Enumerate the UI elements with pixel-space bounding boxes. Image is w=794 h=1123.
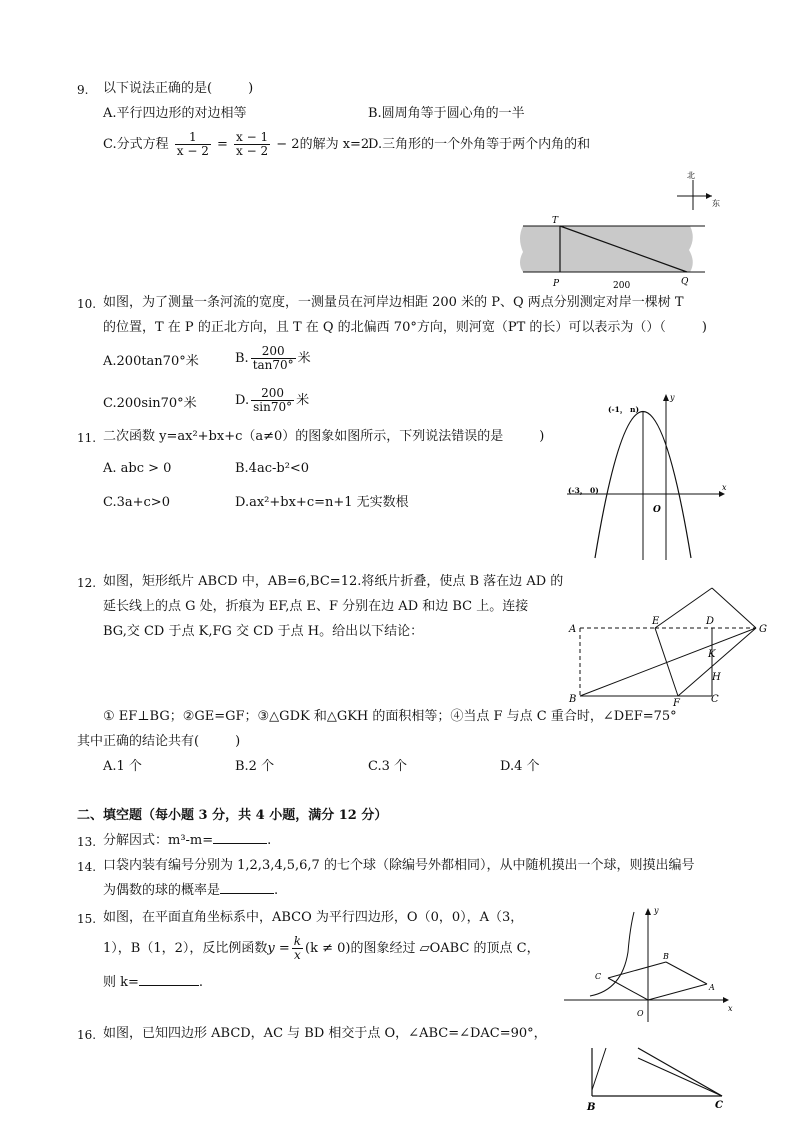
origin-label: O	[653, 505, 661, 515]
q12-number: 12.	[77, 576, 97, 590]
q12-paren: )	[235, 734, 241, 749]
q12-conclusions: ① EF⊥BG；②GE=GF；③△GDK 和△GKH 的面积相等；④当点 F 与点 C 重合时，∠DEF=75°	[103, 709, 677, 724]
q11-parabola-figure	[562, 390, 732, 562]
q9-c-prefix: C.分式方程	[103, 137, 169, 152]
origin-label: O	[637, 1009, 644, 1018]
q15-line-2: 1），B（1，2），反比例函数y = $\frac{k}{x}$ (k ≠ 0)的图象经过 ▱OABC 的顶点 C，	[103, 934, 540, 962]
point-h-label: H	[712, 672, 721, 683]
q10-option-a: A.200tan70°米	[103, 354, 199, 369]
q10-paren: )	[701, 320, 707, 335]
q10-line-1: 如图，为了测量一条河流的宽度，一测量员在河岸边相距 200 米的 P、Q 两点分别测定对岸一棵树 T	[103, 295, 684, 310]
north-label: 北	[687, 171, 695, 180]
q9-paren: )	[248, 81, 254, 96]
q12-option-c: C.3 个	[368, 759, 408, 774]
q11-stem	[103, 428, 544, 446]
hyperbola-curve	[590, 912, 634, 996]
point-e-label: E	[652, 616, 660, 627]
q9-option-c	[103, 130, 369, 160]
point-b-label: B	[663, 952, 669, 961]
q12-line-1: 如图，矩形纸片 ABCD 中，AB=6,BC=12.将纸片折叠，使点 B 落在边 AD 的	[103, 574, 564, 589]
q15-number: 15.	[77, 912, 97, 926]
segment-b-top	[592, 1048, 606, 1090]
point-b-label: B	[569, 694, 577, 705]
vertex-label: (-1， n)	[608, 405, 639, 414]
q10-d-fraction: $\frac{200}{\sin 70^\circ}$	[253, 386, 293, 414]
q11-option-b: B.4ac-b²<0	[235, 461, 310, 476]
segment-ac	[638, 1058, 722, 1096]
point-a-label: A	[709, 983, 715, 992]
q11-option-c: C.3a+c>0	[103, 495, 170, 510]
segment-oa	[648, 984, 707, 1000]
segment-bc	[608, 962, 666, 978]
q11-option-a: A. abc > 0	[103, 461, 172, 476]
q9-fraction-1: $\frac{1}{x - 2}$	[176, 130, 209, 158]
q10-option-d: D. $\frac{200}{\sin 70^\circ}$ 米	[235, 386, 310, 414]
q10-line-2	[103, 319, 707, 337]
q10-b-fraction: $\frac{200}{\tan 70^\circ}$	[252, 344, 294, 372]
q14-line-2: 为偶数的球的概率是 .	[103, 883, 279, 898]
q12-line-3: BG,交 CD 于点 K,FG 交 CD 于点 H。给出以下结论：	[103, 624, 424, 639]
q15-line-3: 则 k= .	[103, 975, 204, 990]
q15-line-1: 如图，在平面直角坐标系中，ABCO 为平行四边形，O（0，0），A（3，	[103, 910, 524, 925]
q10-line-2-text: 的位置，T 在 P 的正北方向，且 T 在 Q 的北偏西 70°方向，则河宽（PT 的长）可以表示为（）（	[103, 320, 666, 335]
q9-stem	[103, 80, 253, 98]
segment-fg	[678, 628, 756, 696]
point-b-label: B	[587, 1102, 596, 1113]
q16-figure	[580, 1044, 740, 1120]
q11-stem-text: 二次函数 y=ax²+bx+c（a≠0）的图象如图所示，下列说法错误的是	[103, 429, 504, 444]
segment-e-top	[655, 588, 715, 628]
y-axis-label: y	[654, 906, 659, 915]
q11-option-d: D.ax²+bx+c=n+1 无实数根	[235, 495, 409, 510]
segment-bg	[580, 628, 756, 696]
segment-ab	[666, 962, 707, 984]
point-k-label: K	[708, 649, 716, 660]
q9-option-a: A.平行四边形的对边相等	[103, 106, 247, 121]
east-label: 东	[712, 199, 720, 208]
q10-option-c: C.200sin70°米	[103, 396, 197, 411]
q16-text: 如图，已知四边形 ABCD，AC 与 BD 相交于点 O，∠ABC=∠DAC=90°，	[103, 1026, 547, 1041]
q12-line-2: 延长线上的点 G 处，折痕为 EF,点 E、F 分别在边 AD 和边 BC 上。连接	[103, 599, 529, 614]
q10-number: 10.	[77, 297, 97, 311]
point-a-label: A	[569, 624, 577, 635]
distance-label: 200	[613, 281, 631, 291]
x-axis-label: x	[728, 1004, 733, 1013]
q11-paren: )	[539, 429, 545, 444]
q13-number: 13.	[77, 835, 97, 849]
point-g-label: G	[759, 624, 767, 635]
q16-number: 16.	[77, 1028, 97, 1042]
segment-ef	[655, 628, 678, 696]
segment-dc	[638, 1048, 722, 1096]
q9-option-b: B.圆周角等于圆心角的一半	[368, 106, 525, 121]
point-t-label: T	[552, 216, 559, 226]
q12-rectangle-figure	[566, 570, 776, 710]
point-p-label: P	[553, 279, 560, 289]
q13-answer-blank[interactable]	[213, 843, 267, 844]
q9-option-d: D.三角形的一个外角等于两个内角的和	[368, 137, 591, 152]
q10-option-b: B. $\frac{200}{\tan 70^\circ}$ 米	[235, 344, 311, 372]
q12-option-d: D.4 个	[500, 759, 540, 774]
q9-fraction-2: $\frac{x - 1}{x - 2}$	[236, 130, 269, 158]
q9-minus-two: − 2	[276, 137, 300, 152]
q12-option-b: B.2 个	[235, 759, 275, 774]
q15-k-fraction: $\frac{k}{x}$	[293, 934, 302, 962]
segment-top-g	[712, 588, 756, 628]
q13-text: 分解因式：m³-m= .	[103, 833, 272, 848]
segment-co	[608, 978, 648, 1000]
point-c-label: C	[595, 972, 602, 981]
q11-number: 11.	[77, 431, 97, 445]
q14-line-1: 口袋内装有编号分别为 1,2,3,4,5,6,7 的七个球（除编号外都相同），从中随机摸出一个球，则摸出编号	[103, 858, 695, 873]
y-axis-label: y	[670, 393, 675, 402]
section-2-title: 二、填空题（每小题 3 分，共 4 小题，满分 12 分）	[77, 808, 388, 823]
q9-equals: =	[217, 137, 228, 152]
point-q-label: Q	[681, 277, 689, 287]
q9-number: 9.	[77, 83, 89, 97]
q15-answer-blank[interactable]	[139, 985, 199, 986]
point-c-label: C	[711, 694, 719, 705]
q10-river-figure	[515, 168, 725, 293]
q9-c-suffix: 的解为 x=2	[299, 137, 370, 152]
x-axis-label: x	[722, 483, 727, 492]
q12-question-text: 其中正确的结论共有(	[77, 734, 200, 749]
q12-question	[77, 733, 240, 751]
point-d-label: D	[706, 616, 715, 627]
q12-option-a: A.1 个	[103, 759, 142, 774]
q15-coordinate-figure	[562, 904, 738, 1024]
point-c-label: C	[715, 1100, 723, 1111]
q14-answer-blank[interactable]	[220, 893, 274, 894]
point-f-label: F	[673, 698, 680, 709]
q9-stem-text: 以下说法正确的是(	[103, 81, 213, 96]
root-label: (-3， 0)	[568, 486, 599, 495]
q14-number: 14.	[77, 860, 97, 874]
